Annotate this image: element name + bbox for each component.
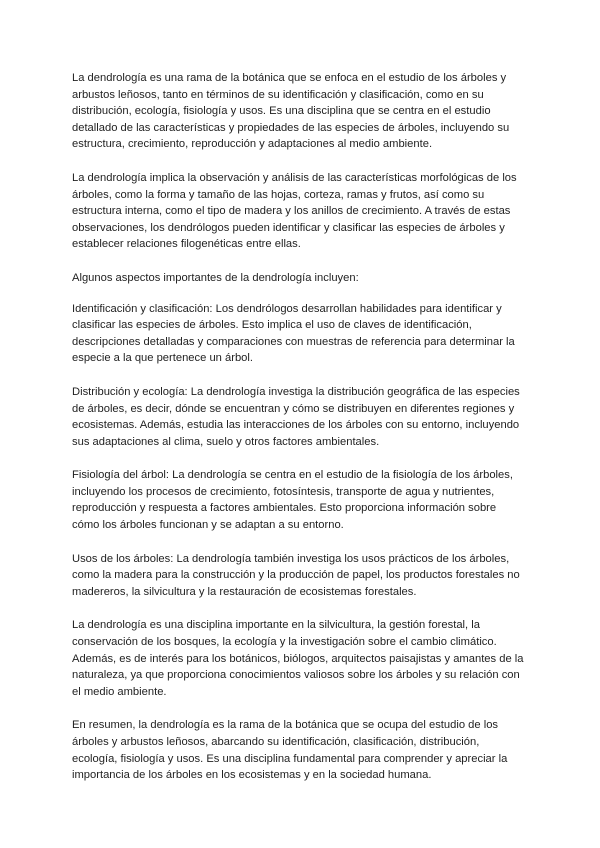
paragraph-intro: La dendrología es una rama de la botánica que se enfoca en el estudio de los árboles y arbustos leñosos, tanto en términos de su identificación y clasificación, como en su distribución, ecología, fisiología y usos. Es una disciplina que se centra en el estudio detallado de las características y propiedades de las especies de árboles, incluyendo su estructura, crecimiento, reproducción y adaptaciones al medio ambiente. (72, 72, 510, 151)
paragraph-identification: Identificación y clasificación: Los dendrólogos desarrollan habilidades para identificar y clasificar las especies de árboles. Esto implica el uso de claves de identificación, descripciones detalladas y comparaciones con muestras de referencia para determinar la especie a la que pertenece un árbol. (72, 302, 515, 365)
paragraph-importance: La dendrología es una disciplina importante en la silvicultura, la gestión forestal, la conservación de los bosques, la ecología y la investigación sobre el cambio climático. Además, es de interés para los botánicos, biólogos, arquitectos paisajistas y amantes de la naturaleza, ya que proporciona conocimientos valiosos sobre los árboles y su relación con el medio ambiente. (72, 619, 524, 698)
paragraph-physiology: Fisiología del árbol: La dendrología se centra en el estudio de la fisiología de los árboles, incluyendo los procesos de crecimiento, fotosíntesis, transporte de agua y nutrientes, reproducción y respuesta a factores ambientales. Esto proporciona información sobre cómo los árboles funcionan y se adaptan a su entorno. (72, 469, 513, 532)
paragraph-summary: En resumen, la dendrología es la rama de la botánica que se ocupa del estudio de los árboles y arbustos leñosos, abarcando su identificación, clasificación, distribución, ecología, fisiología y usos. Es una disciplina fundamental para comprender y apreciar la importancia de los árboles en los ecosistemas y en la sociedad humana. (72, 719, 508, 782)
document-page (72, 70, 526, 801)
paragraph-distribution: Distribución y ecología: La dendrología investiga la distribución geográfica de las especies de árboles, es decir, dónde se encuentran y cómo se distribuyen en diferentes regiones y ecosistemas. Además, estudia las interacciones de los árboles con su entorno, incluyendo sus adaptaciones al clima, suelo y otros factores ambientales. (72, 385, 520, 448)
paragraph-aspects-heading: Algunos aspectos importantes de la dendrología incluyen: (72, 271, 359, 284)
paragraph-uses: Usos de los árboles: La dendrología también investiga los usos prácticos de los árboles, como la madera para la construcción y la producción de papel, los productos forestales no madereros, la silvicultura y la restauración de ecosistemas forestales. (72, 552, 520, 598)
paragraph-observation: La dendrología implica la observación y análisis de las características morfológicas de los árboles, como la forma y tamaño de las hojas, corteza, ramas y frutos, así como su estructura interna, como el tipo de madera y los anillos de crecimiento. A través de estas observaciones, los dendrólogos pueden identificar y clasificar las especies de árboles y establecer relaciones filogenéticas entre ellas. (72, 171, 517, 251)
